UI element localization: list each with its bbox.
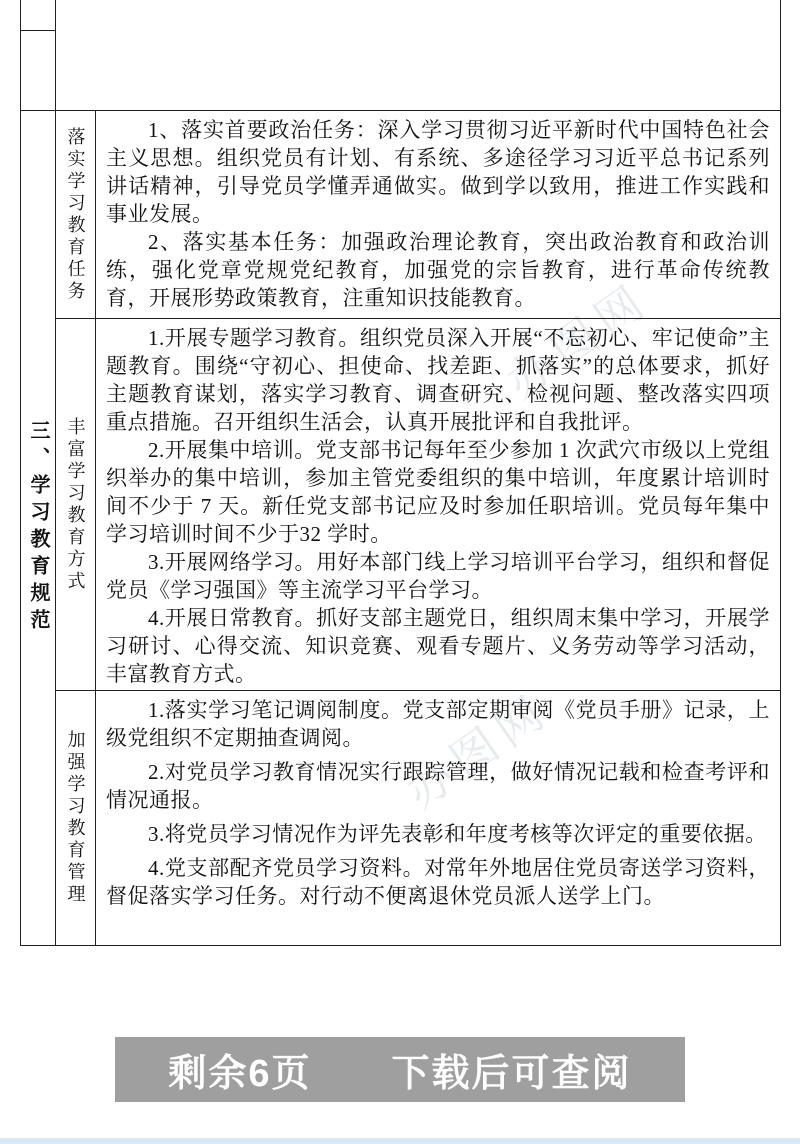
- section-title-cell: [20, 110, 56, 946]
- paragraph: 1、落实首要政治任务：深入学习贯彻习近平新时代中国特色社会主义思想。组织党员有计划、有系统、多途径学习习近平总书记系列讲话精神，引导党员学懂弄通做实。做到学以致用，推进工作实践和事业发展。: [106, 118, 770, 226]
- download-banner-text: 剩余6页 下载后可查阅: [168, 1053, 632, 1095]
- row-label-cell-tasks: [55, 110, 96, 319]
- row-label: 加强学习教育管理: [65, 730, 86, 906]
- paragraph: 2.开展集中培训。党支部书记每年至少参加 1 次武穴市级以上党组织举办的集中培训，参加主管党委组织的集中培训，年度累计培训时间不少于 7 天。新任党支部书记应及时参加任职培训。党员每年集中学习培训时间不少于32 学时。: [106, 438, 770, 546]
- watermark: 办图网: [495, 271, 660, 410]
- paragraph: 4.党支部配齐党员学习资料。对常年外地居住党员寄送学习资料，督促落实学习任务。对行动不便离退休党员派人送学上门。: [106, 856, 770, 908]
- row-content-cell-management: [95, 690, 781, 946]
- watermark: 办图网: [395, 681, 560, 820]
- row-label: 丰富学习教育方式: [65, 416, 86, 593]
- table-cell-empty-wide: [55, 0, 781, 111]
- row-label-cell-methods: [55, 318, 96, 691]
- paragraph: 2.对党员学习教育情况实行跟踪管理，做好情况记载和检查考评和情况通报。: [106, 760, 770, 812]
- row-content-cell-methods: [95, 318, 781, 691]
- paragraph: 3.开展网络学习。用好本部门线上学习培训平台学习，组织和督促党员《学习强国》等主流学习平台学习。: [106, 550, 770, 602]
- bottom-page-edge: [0, 1138, 800, 1144]
- section-title: 三、学习教育规范: [27, 420, 49, 636]
- table-cell-empty-top-left: [20, 0, 56, 31]
- row-content-cell-tasks: [95, 110, 781, 319]
- paragraph: 4.开展日常教育。抓好支部主题党日，组织周末集中学习，开展学习研讨、心得交流、知识竞赛、观看专题片、义务劳动等学习活动，丰富教育方式。: [106, 606, 770, 686]
- paragraph: 1.开展专题学习教育。组织党员深入开展“不忘初心、牢记使命”主题教育。围绕“守初心、担使命、找差距、抓落实”的总体要求，抓好主题教育谋划，落实学习教育、调查研究、检视问题、整改落实四项重点措施。召开组织生活会，认真开展批评和自我批评。: [106, 326, 770, 434]
- row-label-cell-management: [55, 690, 96, 946]
- paragraph: 3.将党员学习情况作为评先表彰和年度考核等次评定的重要依据。: [148, 822, 767, 846]
- row-label: 落实学习教育任务: [65, 126, 86, 303]
- paragraph: 1.落实学习笔记调阅制度。党支部定期审阅《党员手册》记录，上级党组织不定期抽查调阅。: [106, 698, 770, 750]
- download-banner[interactable]: [115, 1037, 685, 1102]
- table-cell-empty-left: [20, 30, 56, 111]
- paragraph: 2、落实基本任务：加强政治理论教育，突出政治教育和政治训练，强化党章党规党纪教育，加强党的宗旨教育，进行革命传统教育，开展形势政策教育，注重知识技能教育。: [106, 230, 770, 310]
